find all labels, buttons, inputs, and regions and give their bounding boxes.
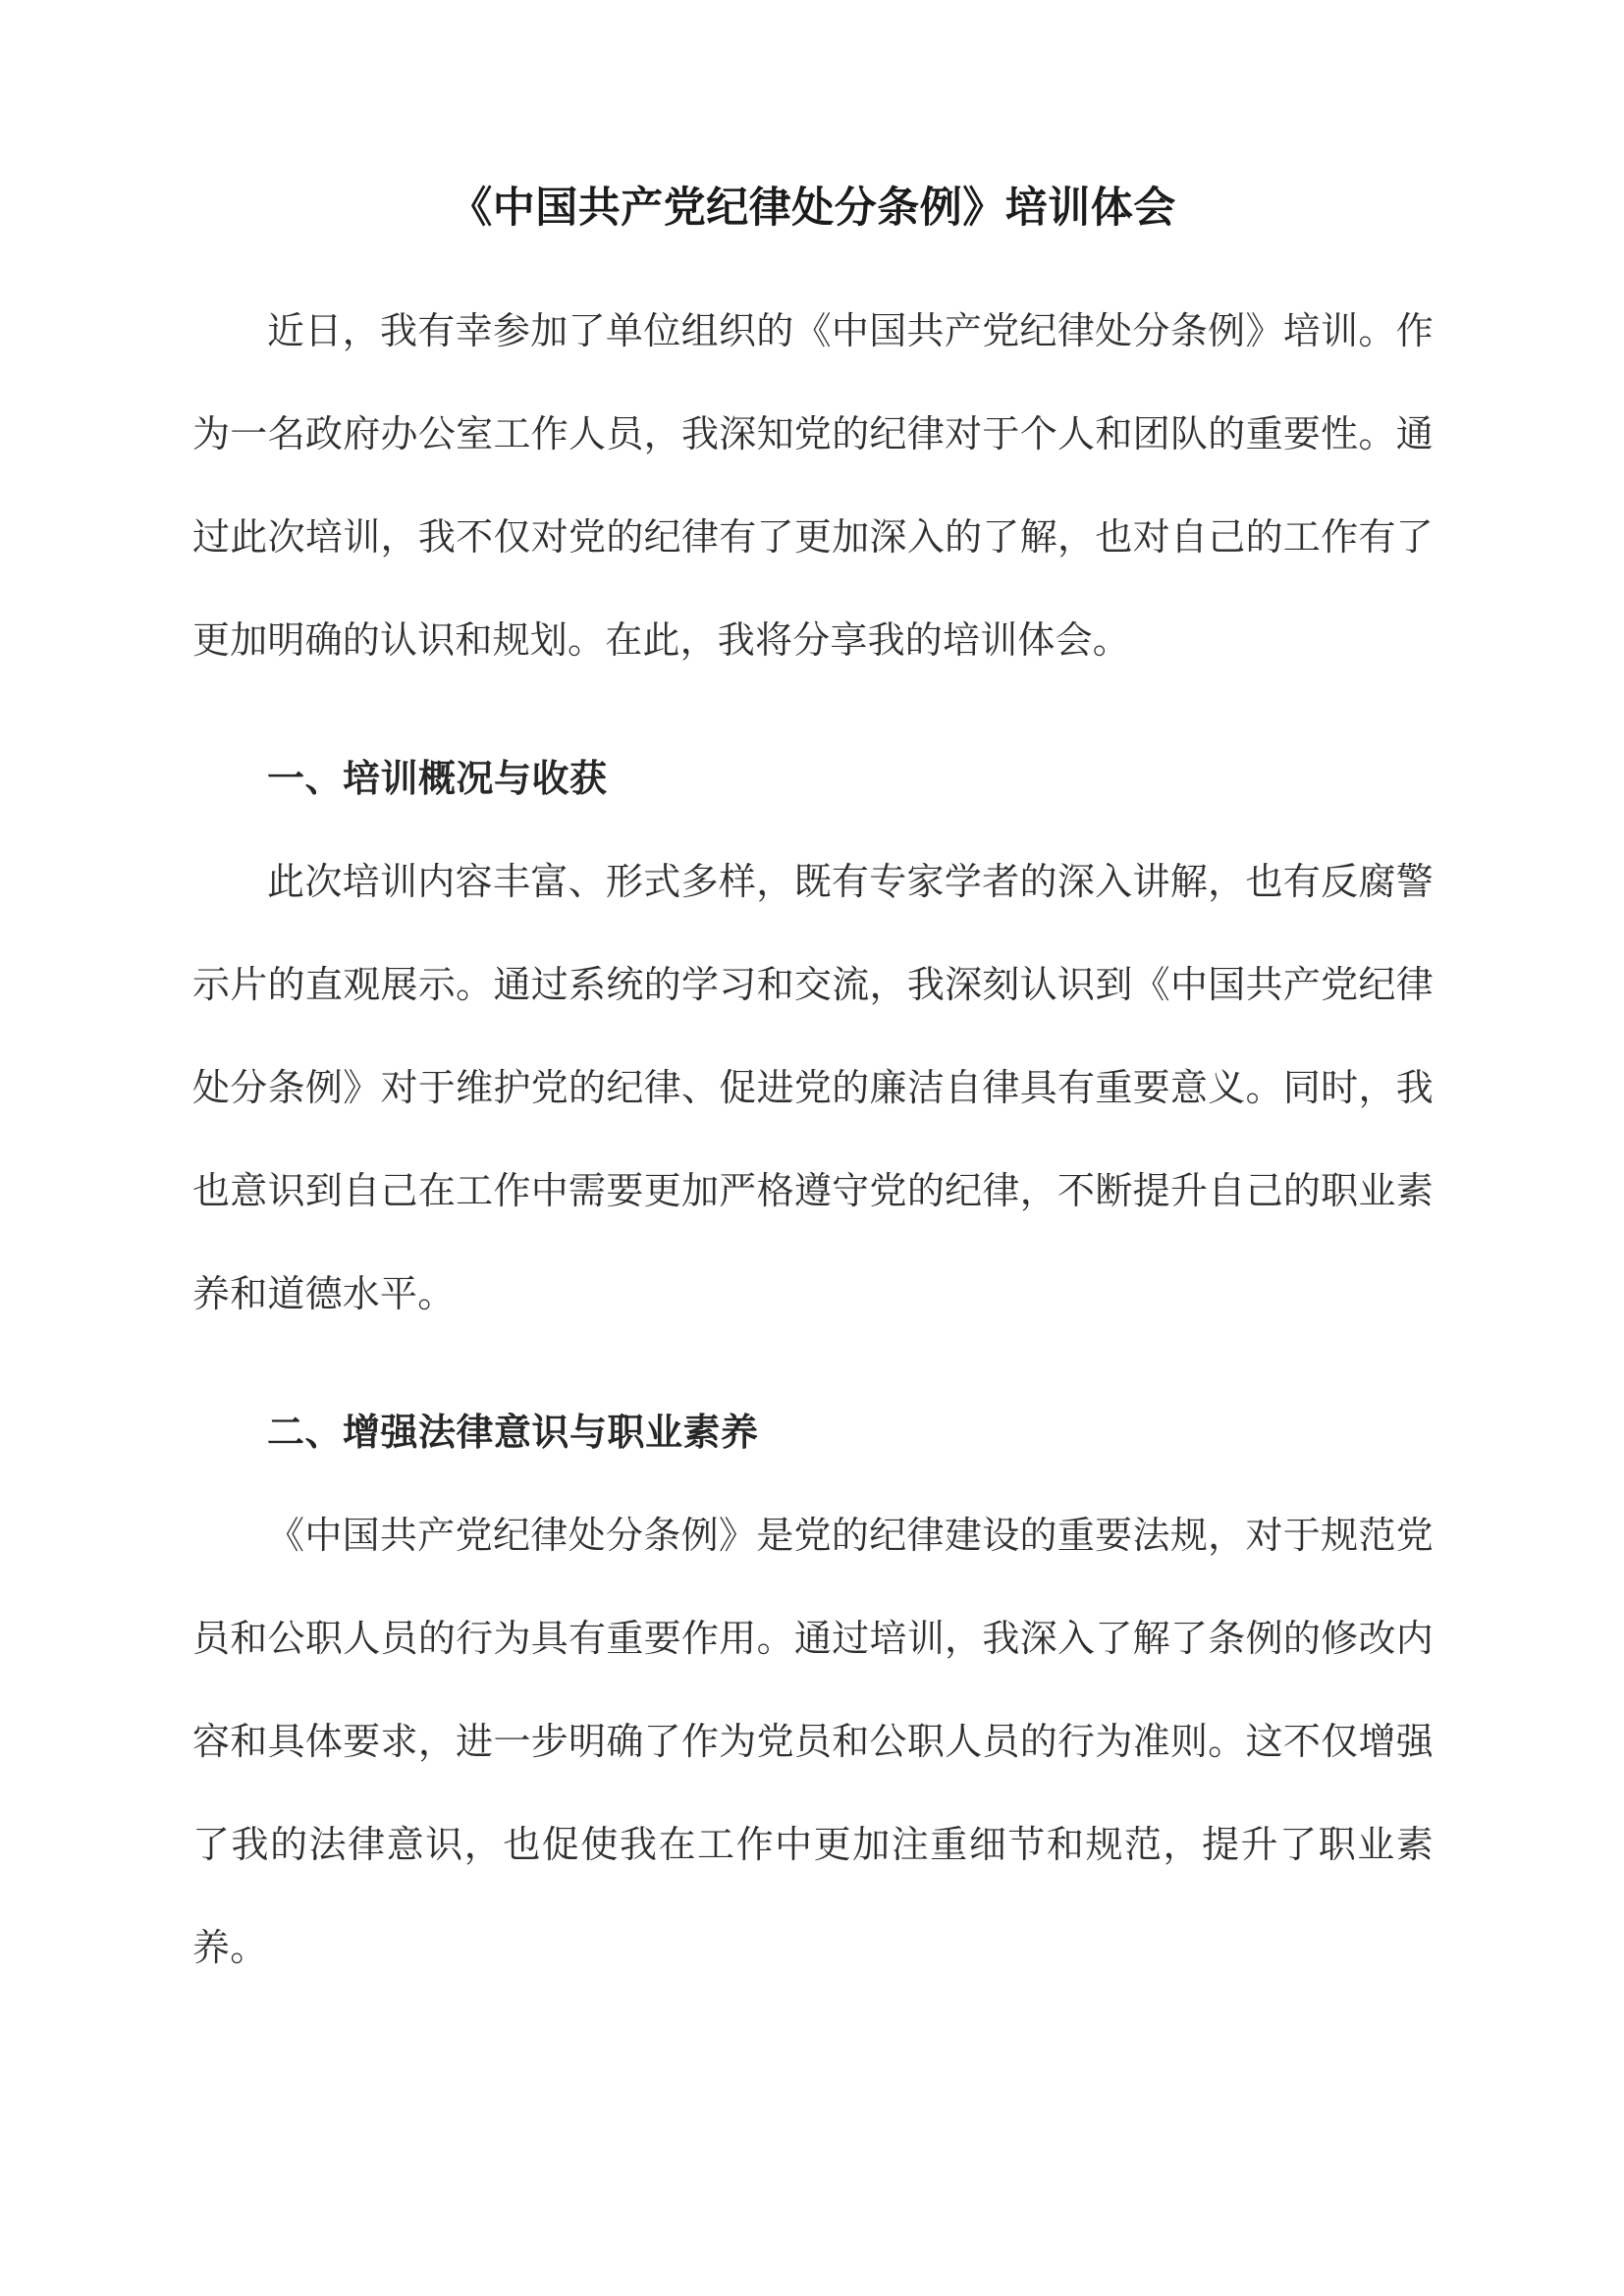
paragraph-intro: 近日，我有幸参加了单位组织的《中国共产党纪律处分条例》培训。作为一名政府办公室工作人员，我深知党的纪律对于个人和团队的重要性。通过此次培训，我不仅对党的纪律有了更加深入的了解，也对自己的工作有了更加明确的认识和规划。在此，我将分享我的培训体会。 <box>192 311 1434 663</box>
paragraph-section-two: 《中国共产党纪律处分条例》是党的纪律建设的重要法规，对于规范党员和公职人员的行为具有重要作用。通过培训，我深入了解了条例的修改内容和具体要求，进一步明确了作为党员和公职人员的行为准则。这不仅增强了我的法律意识，也促使我在工作中更加注重细节和规范，提升了职业素养。 <box>192 1516 1434 1970</box>
section-heading-one: 一、培训概况与收获 <box>267 759 608 801</box>
page-title: 《中国共产党纪律处分条例》培训体会 <box>450 185 1176 232</box>
document-content <box>192 0 1434 2001</box>
section-heading-two: 二、增强法律意识与职业素养 <box>267 1413 759 1455</box>
paragraph-section-one: 此次培训内容丰富、形式多样，既有专家学者的深入讲解，也有反腐警示片的直观展示。通过系统的学习和交流，我深刻认识到《中国共产党纪律处分条例》对于维护党的纪律、促进党的廉洁自律具有重要意义。同时，我也意识到自己在工作中需要更加严格遵守党的纪律，不断提升自己的职业素养和道德水平。 <box>192 862 1434 1316</box>
